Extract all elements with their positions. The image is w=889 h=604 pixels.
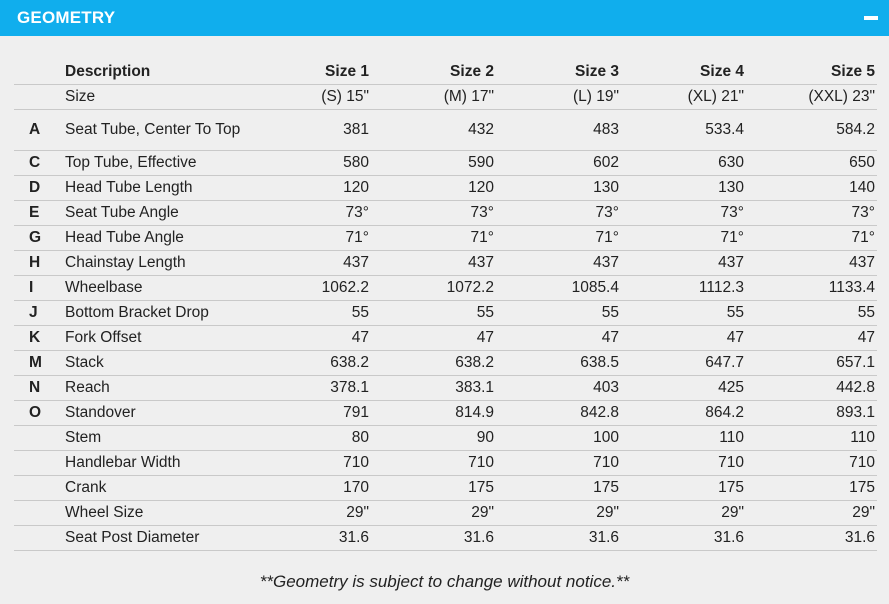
cell-size-4: 73°: [621, 200, 746, 225]
cell-size-4: 710: [621, 450, 746, 475]
row-letter: [14, 500, 60, 525]
cell-size-1: 437: [272, 250, 371, 275]
table-row: [14, 500, 877, 525]
cell-size-5: 175: [746, 475, 877, 500]
row-description: Seat Post Diameter: [60, 525, 272, 550]
cell-size-3: 602: [496, 150, 621, 175]
geometry-table: [14, 59, 877, 551]
row-description: Stem: [60, 425, 272, 450]
cell-size-1: 29": [272, 500, 371, 525]
table-row: [14, 200, 877, 225]
table-row: [14, 425, 877, 450]
cell-size-3: 842.8: [496, 400, 621, 425]
cell-size-1: 55: [272, 300, 371, 325]
cell-size-3: 437: [496, 250, 621, 275]
cell-size-3: (L) 19": [496, 84, 621, 109]
row-description: Size: [60, 84, 272, 109]
cell-size-1: 791: [272, 400, 371, 425]
cell-size-2: 437: [371, 250, 496, 275]
cell-size-3: 47: [496, 325, 621, 350]
table-row: [14, 150, 877, 175]
cell-size-4: 130: [621, 175, 746, 200]
cell-size-4: 647.7: [621, 350, 746, 375]
geometry-footnote: **Geometry is subject to change without notice.**: [259, 572, 630, 591]
header-title: GEOMETRY: [17, 8, 116, 27]
cell-size-5: 29": [746, 500, 877, 525]
cell-size-4: 55: [621, 300, 746, 325]
row-letter: O: [14, 400, 60, 425]
row-description: Chainstay Length: [60, 250, 272, 275]
cell-size-3: 29": [496, 500, 621, 525]
cell-size-1: 47: [272, 325, 371, 350]
cell-size-2: 710: [371, 450, 496, 475]
cell-size-5: 73°: [746, 200, 877, 225]
row-description: Wheel Size: [60, 500, 272, 525]
table-row: [14, 275, 877, 300]
row-letter: [14, 425, 60, 450]
cell-size-5: 442.8: [746, 375, 877, 400]
cell-size-1: 638.2: [272, 350, 371, 375]
cell-size-4: 437: [621, 250, 746, 275]
row-letter: G: [14, 225, 60, 250]
geometry-header[interactable]: [0, 0, 889, 36]
row-description: Seat Tube, Center To Top: [60, 109, 272, 150]
cell-size-3: 73°: [496, 200, 621, 225]
cell-size-3: 638.5: [496, 350, 621, 375]
cell-size-4: 630: [621, 150, 746, 175]
cell-size-1: 381: [272, 109, 371, 150]
cell-size-1: (S) 15": [272, 84, 371, 109]
cell-size-3: 175: [496, 475, 621, 500]
column-header-size-2: Size 2: [371, 59, 496, 84]
cell-size-5: 140: [746, 175, 877, 200]
column-header-size-3: Size 3: [496, 59, 621, 84]
cell-size-2: 432: [371, 109, 496, 150]
cell-size-2: 120: [371, 175, 496, 200]
cell-size-3: 71°: [496, 225, 621, 250]
row-letter: E: [14, 200, 60, 225]
row-description: Seat Tube Angle: [60, 200, 272, 225]
cell-size-2: 638.2: [371, 350, 496, 375]
cell-size-1: 71°: [272, 225, 371, 250]
cell-size-3: 130: [496, 175, 621, 200]
cell-size-1: 31.6: [272, 525, 371, 550]
table-row: [14, 225, 877, 250]
cell-size-5: 31.6: [746, 525, 877, 550]
cell-size-2: 47: [371, 325, 496, 350]
cell-size-1: 120: [272, 175, 371, 200]
row-letter: J: [14, 300, 60, 325]
column-header-size-1: Size 1: [272, 59, 371, 84]
row-letter: [14, 84, 60, 109]
cell-size-1: 710: [272, 450, 371, 475]
cell-size-5: 584.2: [746, 109, 877, 150]
cell-size-2: 175: [371, 475, 496, 500]
cell-size-4: 29": [621, 500, 746, 525]
table-row: [14, 475, 877, 500]
cell-size-4: 110: [621, 425, 746, 450]
cell-size-4: 175: [621, 475, 746, 500]
cell-size-2: 73°: [371, 200, 496, 225]
cell-size-5: 110: [746, 425, 877, 450]
cell-size-3: 483: [496, 109, 621, 150]
table-row: [14, 525, 877, 550]
cell-size-1: 580: [272, 150, 371, 175]
row-letter: I: [14, 275, 60, 300]
row-letter: [14, 475, 60, 500]
cell-size-3: 1085.4: [496, 275, 621, 300]
cell-size-1: 170: [272, 475, 371, 500]
cell-size-4: 47: [621, 325, 746, 350]
row-description: Handlebar Width: [60, 450, 272, 475]
cell-size-2: 31.6: [371, 525, 496, 550]
table-row: [14, 350, 877, 375]
table-row: [14, 175, 877, 200]
cell-size-3: 710: [496, 450, 621, 475]
row-description: Fork Offset: [60, 325, 272, 350]
cell-size-1: 378.1: [272, 375, 371, 400]
table-row: [14, 375, 877, 400]
column-header-size-5: Size 5: [746, 59, 877, 84]
cell-size-4: 425: [621, 375, 746, 400]
row-letter: N: [14, 375, 60, 400]
cell-size-5: 710: [746, 450, 877, 475]
row-description: Standover: [60, 400, 272, 425]
cell-size-2: (M) 17": [371, 84, 496, 109]
cell-size-2: 90: [371, 425, 496, 450]
row-description: Head Tube Angle: [60, 225, 272, 250]
cell-size-5: 55: [746, 300, 877, 325]
table-row: [14, 250, 877, 275]
geometry-table-container: [14, 59, 877, 551]
cell-size-5: 1133.4: [746, 275, 877, 300]
cell-size-2: 590: [371, 150, 496, 175]
cell-size-3: 31.6: [496, 525, 621, 550]
table-row: [14, 84, 877, 109]
row-description: Reach: [60, 375, 272, 400]
cell-size-2: 1072.2: [371, 275, 496, 300]
cell-size-5: 71°: [746, 225, 877, 250]
row-letter: D: [14, 175, 60, 200]
row-letter: [14, 525, 60, 550]
column-header-description: Description: [60, 59, 272, 84]
cell-size-2: 55: [371, 300, 496, 325]
cell-size-5: 437: [746, 250, 877, 275]
table-header-row: [14, 59, 877, 84]
cell-size-2: 71°: [371, 225, 496, 250]
cell-size-4: 1112.3: [621, 275, 746, 300]
cell-size-4: 71°: [621, 225, 746, 250]
row-description: Crank: [60, 475, 272, 500]
table-row: [14, 109, 877, 150]
row-letter: A: [14, 109, 60, 150]
row-description: Wheelbase: [60, 275, 272, 300]
cell-size-2: 814.9: [371, 400, 496, 425]
cell-size-5: (XXL) 23": [746, 84, 877, 109]
cell-size-4: 864.2: [621, 400, 746, 425]
cell-size-3: 403: [496, 375, 621, 400]
row-description: Head Tube Length: [60, 175, 272, 200]
column-header-size-4: Size 4: [621, 59, 746, 84]
cell-size-5: 650: [746, 150, 877, 175]
row-letter: C: [14, 150, 60, 175]
row-letter: H: [14, 250, 60, 275]
table-row: [14, 400, 877, 425]
row-description: Bottom Bracket Drop: [60, 300, 272, 325]
table-row: [14, 450, 877, 475]
cell-size-4: 533.4: [621, 109, 746, 150]
minus-icon[interactable]: [863, 10, 879, 26]
cell-size-5: 47: [746, 325, 877, 350]
cell-size-3: 55: [496, 300, 621, 325]
row-letter: M: [14, 350, 60, 375]
row-description: Top Tube, Effective: [60, 150, 272, 175]
cell-size-2: 383.1: [371, 375, 496, 400]
cell-size-5: 893.1: [746, 400, 877, 425]
cell-size-5: 657.1: [746, 350, 877, 375]
cell-size-1: 80: [272, 425, 371, 450]
row-description: Stack: [60, 350, 272, 375]
cell-size-3: 100: [496, 425, 621, 450]
cell-size-4: (XL) 21": [621, 84, 746, 109]
cell-size-1: 1062.2: [272, 275, 371, 300]
table-row: [14, 325, 877, 350]
cell-size-2: 29": [371, 500, 496, 525]
cell-size-4: 31.6: [621, 525, 746, 550]
row-letter: K: [14, 325, 60, 350]
row-letter: [14, 450, 60, 475]
table-row: [14, 300, 877, 325]
cell-size-1: 73°: [272, 200, 371, 225]
letter-column-header: [14, 59, 60, 84]
